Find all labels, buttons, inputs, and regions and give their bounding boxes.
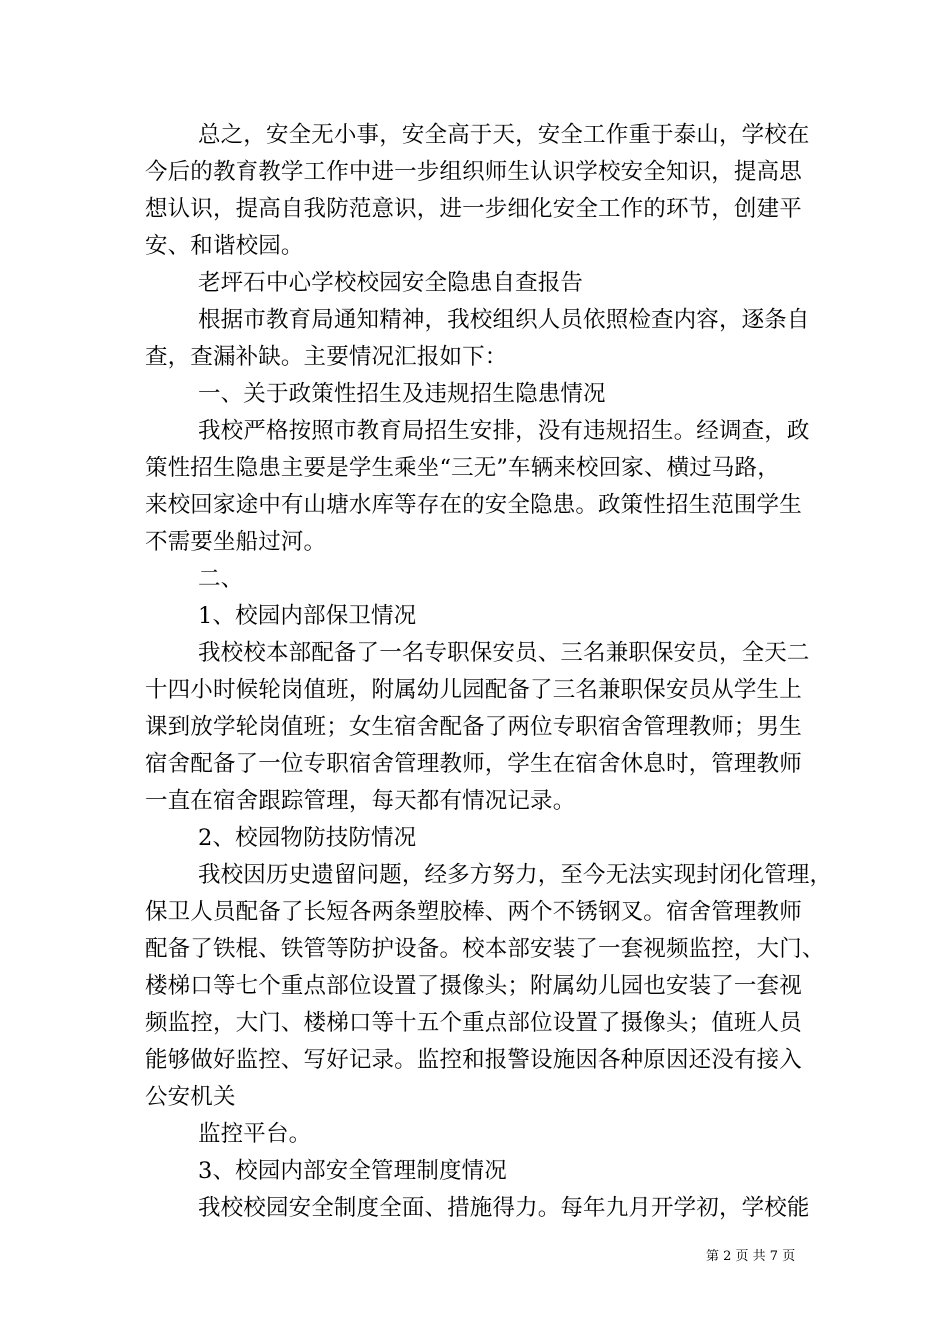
- section-heading: 二、: [198, 566, 244, 592]
- body-text-line: 我校因历史遗留问题，经多方努力，至今无法实现封闭化管理，: [198, 862, 833, 888]
- body-text-line: 一直在宿舍跟踪管理，每天都有情况记录。: [145, 788, 576, 814]
- body-text-line: 安、和谐校园。: [145, 233, 304, 259]
- body-text-line: 宿舍配备了一位专职宿舍管理教师，学生在宿舍休息时，管理教师: [145, 751, 802, 777]
- body-text-line: 不需要坐船过河。: [145, 529, 327, 555]
- body-text-line: 监控平台。: [198, 1121, 312, 1147]
- body-text-line: 来校回家途中有山塘水库等存在的安全隐患。政策性招生范围学生: [145, 492, 802, 518]
- body-text-line: 根据市教育局通知精神，我校组织人员依照检查内容，逐条自: [198, 307, 810, 333]
- page-number: 第 2 页 共 7 页: [706, 1249, 796, 1264]
- subsection-heading: 2、校园物防技防情况: [198, 825, 417, 851]
- body-text-line: 公安机关: [145, 1084, 236, 1110]
- body-text-line: 策性招生隐患主要是学生乘坐“三无”车辆来校回家、横过马路，: [145, 455, 780, 481]
- subsection-heading: 1、校园内部保卫情况: [198, 603, 417, 629]
- body-text-line: 保卫人员配备了长短各两条塑胶棒、两个不锈钢叉。宿舍管理教师: [145, 899, 802, 925]
- body-text-line: 我校校本部配备了一名专职保安员、三名兼职保安员，全天二: [198, 640, 810, 666]
- report-title: 老坪石中心学校校园安全隐患自查报告: [198, 270, 584, 296]
- body-text-line: 楼梯口等七个重点部位设置了摄像头；附属幼儿园也安装了一套视: [145, 973, 802, 999]
- body-text-line: 总之，安全无小事，安全高于天，安全工作重于泰山，学校在: [198, 122, 810, 148]
- subsection-heading: 3、校园内部安全管理制度情况: [198, 1158, 507, 1184]
- body-text-line: 十四小时候轮岗值班，附属幼儿园配备了三名兼职保安员从学生上: [145, 677, 802, 703]
- body-text-line: 我校严格按照市教育局招生安排，没有违规招生。经调查，政: [198, 418, 810, 444]
- body-text-line: 今后的教育教学工作中进一步组织师生认识学校安全知识，提高思: [145, 159, 802, 185]
- body-text-line: 能够做好监控、写好记录。监控和报警设施因各种原因还没有接入: [145, 1047, 802, 1073]
- body-text-line: 查，查漏补缺。主要情况汇报如下：: [145, 344, 508, 370]
- section-heading: 一、关于政策性招生及违规招生隐患情况: [198, 381, 606, 407]
- body-text-line: 我校校园安全制度全面、措施得力。每年九月开学初，学校能: [198, 1195, 810, 1221]
- body-text-line: 配备了铁棍、铁管等防护设备。校本部安装了一套视频监控，大门、: [145, 936, 825, 962]
- body-text-line: 课到放学轮岗值班；女生宿舍配备了两位专职宿舍管理教师；男生: [145, 714, 802, 740]
- body-text-line: 想认识，提高自我防范意识，进一步细化安全工作的环节，创建平: [145, 196, 802, 222]
- body-text-line: 频监控，大门、楼梯口等十五个重点部位设置了摄像头；值班人员: [145, 1010, 802, 1036]
